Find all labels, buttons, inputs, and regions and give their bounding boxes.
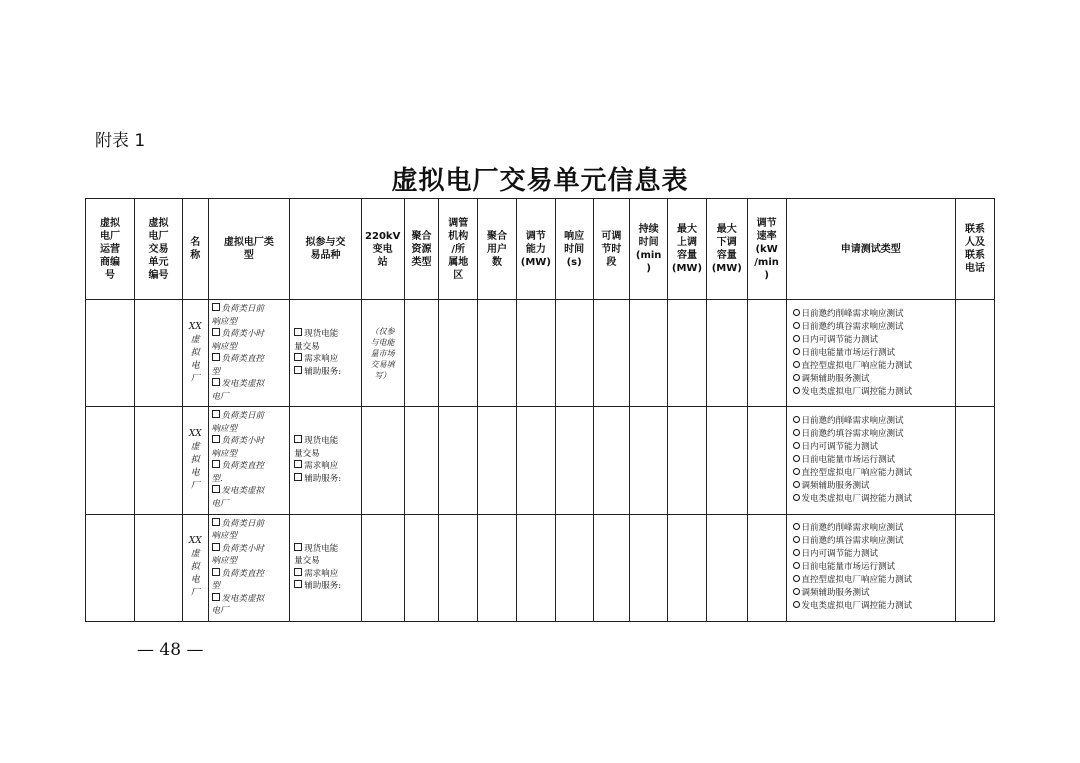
test-type-option[interactable] bbox=[793, 360, 956, 373]
table-row bbox=[86, 407, 995, 514]
header-cell: 申请测试类型 bbox=[786, 199, 956, 300]
page-number: — 48 — bbox=[137, 640, 204, 660]
checkbox-icon[interactable] bbox=[212, 593, 220, 601]
checkbox-icon[interactable] bbox=[212, 328, 220, 336]
radio-bullet-icon[interactable] bbox=[793, 468, 800, 475]
test-type-label: 发电类虚拟电厂调控能力测试 bbox=[801, 601, 913, 612]
vpp-type-option[interactable] bbox=[212, 518, 290, 543]
vpp-type-option[interactable] bbox=[212, 353, 290, 378]
checkbox-icon[interactable] bbox=[294, 473, 302, 481]
checkbox-icon[interactable] bbox=[212, 303, 220, 311]
test-type-label: 日前电能量市场运行测试 bbox=[801, 347, 896, 358]
radio-bullet-icon[interactable] bbox=[793, 374, 800, 381]
vpp-type-option[interactable] bbox=[212, 328, 290, 353]
operator-id-cell[interactable] bbox=[86, 514, 135, 621]
duration-cell[interactable] bbox=[630, 514, 668, 621]
vpp-type-cell bbox=[208, 514, 290, 621]
checkbox-icon[interactable] bbox=[294, 460, 302, 468]
radio-bullet-icon[interactable] bbox=[793, 416, 800, 423]
test-type-label: 直控型虚拟电厂响应能力测试 bbox=[801, 467, 913, 478]
operator-id-cell[interactable] bbox=[86, 407, 135, 514]
test-type-cell bbox=[786, 514, 956, 621]
header-cell: 虚拟 电厂 运营 商编 号 bbox=[86, 199, 135, 300]
vpp-type-label: 负荷类小时 响应型 bbox=[211, 329, 265, 352]
response-time-cell[interactable] bbox=[555, 407, 593, 514]
vpp-type-label: 负荷类直控 型. bbox=[211, 461, 265, 484]
test-type-option[interactable] bbox=[793, 574, 956, 587]
test-type-label: 调频辅助服务测试 bbox=[801, 373, 870, 384]
trade-type-label: 辅助服务: bbox=[304, 581, 342, 592]
trade-type-label: 需求响应 bbox=[304, 568, 339, 579]
substation-note: （仅参 与电能 量市场 交易填 写） bbox=[370, 326, 395, 380]
max-up-cell[interactable] bbox=[668, 514, 707, 621]
unit-id-cell[interactable] bbox=[135, 407, 183, 514]
vpp-name-text: XX 虚 拟 电 厂 bbox=[188, 321, 202, 384]
header-cell: 最大 上调 容量 (MW) bbox=[668, 199, 707, 300]
adjustable-period-cell[interactable] bbox=[593, 514, 630, 621]
test-type-option[interactable] bbox=[793, 548, 956, 561]
test-type-label: 直控型虚拟电厂响应能力测试 bbox=[801, 360, 913, 371]
trade-type-option[interactable] bbox=[294, 435, 360, 460]
checkbox-icon[interactable] bbox=[294, 580, 302, 588]
unit-id-cell[interactable] bbox=[135, 514, 183, 621]
vpp-type-label: 负荷类日前 响应型 bbox=[211, 411, 265, 434]
user-count-cell[interactable] bbox=[478, 407, 517, 514]
vpp-type-option[interactable] bbox=[212, 378, 290, 403]
adjustable-period-cell[interactable] bbox=[593, 300, 630, 407]
checkbox-icon[interactable] bbox=[294, 353, 302, 361]
test-type-option[interactable] bbox=[793, 561, 956, 574]
test-type-label: 直控型虚拟电厂响应能力测试 bbox=[801, 575, 913, 586]
header-cell: 220kV 变电 站 bbox=[361, 199, 404, 300]
trade-type-option[interactable] bbox=[294, 543, 360, 568]
checkbox-icon[interactable] bbox=[212, 543, 220, 551]
substation-cell[interactable] bbox=[361, 407, 404, 514]
test-type-option[interactable] bbox=[793, 535, 956, 548]
header-cell: 虚拟电厂类 型 bbox=[208, 199, 290, 300]
vpp-type-label: 负荷类小时 响应型 bbox=[211, 543, 265, 567]
test-type-option[interactable] bbox=[793, 600, 956, 613]
header-cell: 聚合 用户 数 bbox=[478, 199, 517, 300]
test-type-label: 日前邀约填谷需求响应测试 bbox=[801, 321, 904, 332]
trade-type-label: 辅助服务: bbox=[304, 366, 342, 377]
trade-type-option[interactable] bbox=[294, 353, 360, 366]
test-type-cell bbox=[786, 407, 956, 514]
rate-cell[interactable] bbox=[747, 514, 786, 621]
radio-bullet-icon[interactable] bbox=[793, 455, 800, 462]
resource-type-cell[interactable] bbox=[404, 407, 439, 514]
test-type-option[interactable] bbox=[793, 373, 956, 386]
substation-cell[interactable] bbox=[361, 514, 404, 621]
vpp-type-option[interactable] bbox=[212, 410, 290, 435]
vpp-type-cell bbox=[208, 407, 290, 514]
radio-bullet-icon[interactable] bbox=[793, 523, 800, 530]
test-type-option[interactable] bbox=[793, 467, 956, 480]
max-down-cell[interactable] bbox=[706, 407, 747, 514]
vpp-name-text: XX 虚 拟 电 厂 bbox=[188, 536, 202, 599]
trade-type-cell bbox=[290, 300, 361, 407]
user-count-cell[interactable] bbox=[478, 514, 517, 621]
radio-bullet-icon[interactable] bbox=[793, 429, 800, 436]
test-type-option[interactable] bbox=[793, 415, 956, 428]
trade-type-label: 现货电能 量交易 bbox=[294, 329, 339, 352]
header-cell: 可调 节时 段 bbox=[593, 199, 630, 300]
trade-type-cell bbox=[290, 407, 361, 514]
checkbox-icon[interactable] bbox=[294, 366, 302, 374]
vpp-type-option[interactable] bbox=[212, 435, 290, 460]
test-type-label: 日内可调节能力测试 bbox=[801, 549, 879, 560]
operator-id-cell[interactable] bbox=[86, 300, 135, 407]
header-cell: 持续 时间 (min ) bbox=[630, 199, 668, 300]
vpp-type-option[interactable] bbox=[212, 485, 290, 510]
header-cell: 虚拟 电厂 交易 单元 编号 bbox=[135, 199, 183, 300]
contact-cell[interactable] bbox=[956, 300, 995, 407]
test-type-option[interactable] bbox=[793, 441, 956, 454]
test-type-label: 日前邀约削峰需求响应测试 bbox=[801, 523, 904, 534]
vpp-type-option[interactable] bbox=[212, 568, 290, 593]
checkbox-icon[interactable] bbox=[294, 543, 302, 551]
rate-cell[interactable] bbox=[747, 300, 786, 407]
vpp-type-label: 发电类虚拟 电厂 bbox=[211, 593, 265, 617]
vpp-type-option[interactable] bbox=[212, 460, 290, 485]
max-up-cell[interactable] bbox=[668, 300, 707, 407]
header-cell: 最大 下调 容量 (MW) bbox=[706, 199, 747, 300]
header-cell: 聚合 资源 类型 bbox=[404, 199, 439, 300]
radio-bullet-icon[interactable] bbox=[793, 322, 800, 329]
test-type-label: 日前邀约削峰需求响应测试 bbox=[801, 308, 904, 319]
response-time-cell[interactable] bbox=[555, 514, 593, 621]
checkbox-icon[interactable] bbox=[212, 485, 220, 493]
test-type-label: 日前电能量市场运行测试 bbox=[801, 454, 896, 465]
vpp-name-cell bbox=[183, 514, 209, 621]
resource-type-cell[interactable] bbox=[404, 300, 439, 407]
resource-type-cell[interactable] bbox=[404, 514, 439, 621]
header-cell: 响应 时间 (s) bbox=[555, 199, 593, 300]
contact-cell[interactable] bbox=[956, 514, 995, 621]
trade-type-cell bbox=[290, 514, 361, 621]
test-type-label: 日前邀约填谷需求响应测试 bbox=[801, 536, 904, 547]
table-title: 虚拟电厂交易单元信息表 bbox=[391, 166, 689, 196]
checkbox-icon[interactable] bbox=[212, 518, 220, 526]
test-type-label: 调频辅助服务测试 bbox=[801, 480, 870, 491]
checkbox-icon[interactable] bbox=[212, 378, 220, 386]
trade-type-label: 现货电能 量交易 bbox=[294, 543, 339, 567]
trade-type-label: 需求响应 bbox=[304, 461, 339, 472]
vpp-name-cell bbox=[183, 407, 209, 514]
test-type-option[interactable] bbox=[793, 587, 956, 600]
radio-bullet-icon[interactable] bbox=[793, 387, 800, 394]
user-count-cell[interactable] bbox=[478, 300, 517, 407]
trade-type-option[interactable] bbox=[294, 568, 360, 581]
vpp-type-label: 发电类虚拟 电厂 bbox=[211, 486, 265, 509]
dispatch-org-cell[interactable] bbox=[439, 300, 478, 407]
checkbox-icon[interactable] bbox=[294, 435, 302, 443]
radio-bullet-icon[interactable] bbox=[793, 549, 800, 556]
test-type-label: 发电类虚拟电厂调控能力测试 bbox=[801, 386, 913, 397]
vpp-type-option[interactable] bbox=[212, 303, 290, 328]
radio-bullet-icon[interactable] bbox=[793, 588, 800, 595]
header-cell: 联系 人及 联系 电话 bbox=[956, 199, 995, 300]
test-type-label: 日内可调节能力测试 bbox=[801, 334, 879, 345]
table-row bbox=[86, 300, 995, 407]
checkbox-icon[interactable] bbox=[212, 568, 220, 576]
response-time-cell[interactable] bbox=[555, 300, 593, 407]
checkbox-icon[interactable] bbox=[294, 328, 302, 336]
test-type-cell bbox=[786, 300, 956, 407]
radio-bullet-icon[interactable] bbox=[793, 335, 800, 342]
trade-type-option[interactable] bbox=[294, 580, 360, 593]
checkbox-icon[interactable] bbox=[294, 568, 302, 576]
rate-cell[interactable] bbox=[747, 407, 786, 514]
duration-cell[interactable] bbox=[630, 300, 668, 407]
checkbox-icon[interactable] bbox=[212, 353, 220, 361]
test-type-option[interactable] bbox=[793, 493, 956, 506]
checkbox-icon[interactable] bbox=[212, 460, 220, 468]
substation-cell[interactable] bbox=[361, 300, 404, 407]
max-down-cell[interactable] bbox=[706, 300, 747, 407]
test-type-option[interactable] bbox=[793, 347, 956, 360]
table-row bbox=[86, 514, 995, 621]
vpp-trading-unit-table bbox=[85, 198, 995, 622]
duration-cell[interactable] bbox=[630, 407, 668, 514]
checkbox-icon[interactable] bbox=[212, 435, 220, 443]
header-cell: 调节 速率 (kW /min ) bbox=[747, 199, 786, 300]
vpp-type-label: 负荷类小时 响应型 bbox=[211, 436, 265, 459]
radio-bullet-icon[interactable] bbox=[793, 494, 800, 501]
test-type-label: 日前电能量市场运行测试 bbox=[801, 562, 896, 573]
header-cell: 名 称 bbox=[183, 199, 209, 300]
max-up-cell[interactable] bbox=[668, 407, 707, 514]
trade-type-option[interactable] bbox=[294, 366, 360, 379]
vpp-type-label: 负荷类直控 型 bbox=[211, 568, 265, 592]
capacity-cell[interactable] bbox=[516, 407, 555, 514]
contact-cell[interactable] bbox=[956, 407, 995, 514]
trade-type-label: 现货电能 量交易 bbox=[294, 436, 339, 459]
radio-bullet-icon[interactable] bbox=[793, 536, 800, 543]
vpp-type-label: 负荷类日前 响应型 bbox=[211, 304, 265, 327]
trade-type-option[interactable] bbox=[294, 460, 360, 473]
trade-type-option[interactable] bbox=[294, 473, 360, 486]
vpp-name-cell bbox=[183, 300, 209, 407]
test-type-label: 调频辅助服务测试 bbox=[801, 588, 870, 599]
test-type-label: 发电类虚拟电厂调控能力测试 bbox=[801, 493, 913, 504]
vpp-name-text: XX 虚 拟 电 厂 bbox=[188, 428, 202, 491]
test-type-option[interactable] bbox=[793, 454, 956, 467]
radio-bullet-icon[interactable] bbox=[793, 361, 800, 368]
dispatch-org-cell[interactable] bbox=[439, 514, 478, 621]
test-type-label: 日前邀约填谷需求响应测试 bbox=[801, 428, 904, 439]
radio-bullet-icon[interactable] bbox=[793, 575, 800, 582]
header-cell: 拟参与交 易品种 bbox=[290, 199, 361, 300]
header-row bbox=[86, 199, 995, 300]
vpp-type-label: 负荷类直控 型 bbox=[211, 354, 265, 377]
appendix-label: 附表 1 bbox=[95, 131, 146, 151]
test-type-option[interactable] bbox=[793, 308, 956, 321]
radio-bullet-icon[interactable] bbox=[793, 442, 800, 449]
capacity-cell[interactable] bbox=[516, 300, 555, 407]
test-type-option[interactable] bbox=[793, 321, 956, 334]
adjustable-period-cell[interactable] bbox=[593, 407, 630, 514]
test-type-option[interactable] bbox=[793, 386, 956, 399]
radio-bullet-icon[interactable] bbox=[793, 348, 800, 355]
capacity-cell[interactable] bbox=[516, 514, 555, 621]
trade-type-label: 辅助服务: bbox=[304, 473, 342, 484]
test-type-label: 日前邀约削峰需求响应测试 bbox=[801, 415, 904, 426]
vpp-type-label: 负荷类日前 响应型 bbox=[211, 518, 265, 542]
trade-type-option[interactable] bbox=[294, 328, 360, 353]
test-type-option[interactable] bbox=[793, 480, 956, 493]
vpp-type-option[interactable] bbox=[212, 593, 290, 618]
header-cell: 调节 能力 (MW) bbox=[516, 199, 555, 300]
max-down-cell[interactable] bbox=[706, 514, 747, 621]
test-type-option[interactable] bbox=[793, 428, 956, 441]
header-cell: 调管 机构 /所 属地 区 bbox=[439, 199, 478, 300]
test-type-label: 日内可调节能力测试 bbox=[801, 441, 879, 452]
radio-bullet-icon[interactable] bbox=[793, 601, 800, 608]
dispatch-org-cell[interactable] bbox=[439, 407, 478, 514]
vpp-type-option[interactable] bbox=[212, 543, 290, 568]
test-type-option[interactable] bbox=[793, 334, 956, 347]
radio-bullet-icon[interactable] bbox=[793, 309, 800, 316]
radio-bullet-icon[interactable] bbox=[793, 562, 800, 569]
test-type-option[interactable] bbox=[793, 522, 956, 535]
vpp-type-cell bbox=[208, 300, 290, 407]
trade-type-label: 需求响应 bbox=[304, 354, 339, 365]
vpp-type-label: 发电类虚拟 电厂 bbox=[211, 379, 265, 402]
unit-id-cell[interactable] bbox=[135, 300, 183, 407]
checkbox-icon[interactable] bbox=[212, 410, 220, 418]
radio-bullet-icon[interactable] bbox=[793, 481, 800, 488]
